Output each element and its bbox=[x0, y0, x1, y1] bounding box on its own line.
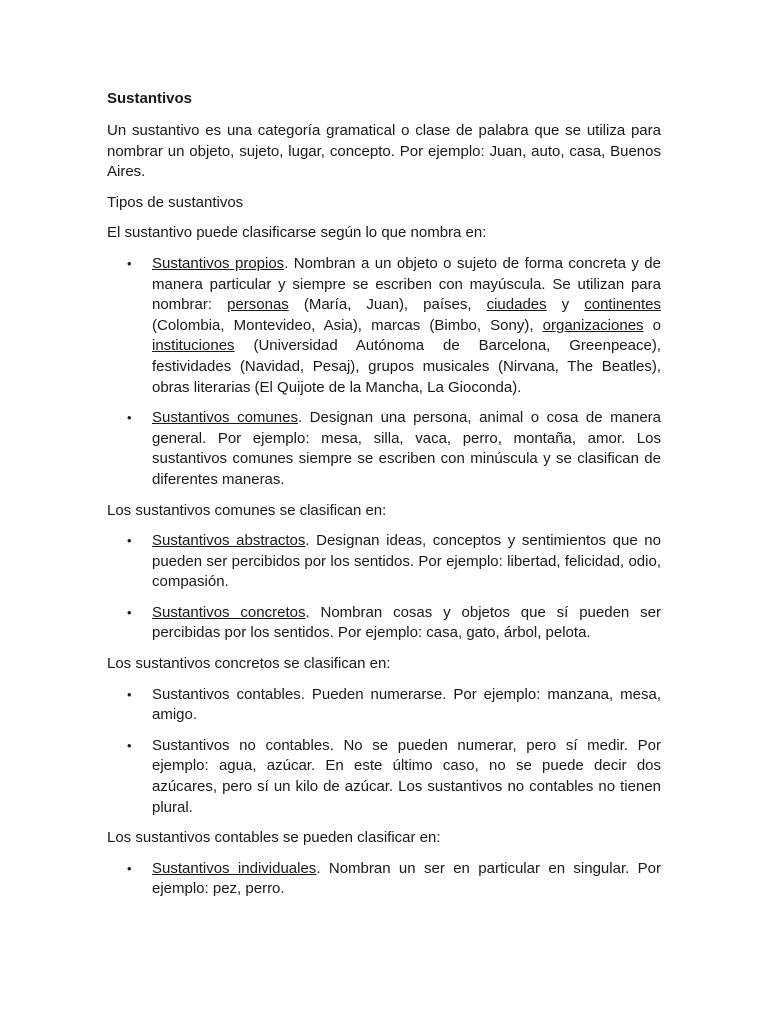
contables-types-list bbox=[107, 859, 661, 900]
link-sustantivos-concretos[interactable]: Sustantivos concretos bbox=[152, 603, 306, 621]
link-sustantivos-abstractos[interactable]: Sustantivos abstractos bbox=[152, 532, 306, 550]
link-organizaciones[interactable]: organizaciones bbox=[542, 316, 644, 334]
list-item-individuales bbox=[107, 859, 661, 900]
link-sustantivos-individuales[interactable]: Sustantivos individuales bbox=[152, 859, 317, 877]
list-item-comunes bbox=[107, 408, 661, 490]
contables-text: Sustantivos contables. Pueden numerarse. Por ejemplo: manzana, mesa, amigo. bbox=[152, 685, 661, 724]
link-personas[interactable]: personas bbox=[227, 296, 289, 314]
bullet-icon: • bbox=[127, 410, 132, 426]
concretos-types-list bbox=[107, 685, 661, 819]
comunes-heading: Los sustantivos comunes se clasifican en: bbox=[107, 501, 387, 519]
bullet-icon: • bbox=[127, 860, 132, 876]
concretos-text: . Nombran cosas y objetos que sí pueden ser percibidas por los sentidos. Por ejemplo: casa, gato, árbol, pelota. bbox=[152, 603, 661, 642]
classify-intro: El sustantivo puede clasificarse según lo que nombra en: bbox=[107, 224, 487, 242]
intro-paragraph: Un sustantivo es una categoría gramatical o clase de palabra que se utiliza para nombrar un objeto, sujeto, lugar, concepto. Por ejemplo: Juan, auto, casa, Buenos Aires. bbox=[107, 122, 661, 181]
propios-text-6: (Universidad Autónoma de Barcelona, Greenpeace), festividades (Navidad, Pesaj), grupos musicales (Nirvana, The Beatles), obras literarias (El Quijote de la Mancha, La Gioconda). bbox=[152, 337, 661, 396]
bullet-icon: • bbox=[127, 604, 132, 620]
link-sustantivos-propios[interactable]: Sustantivos propios bbox=[152, 254, 285, 272]
types-heading: Tipos de sustantivos bbox=[107, 193, 244, 211]
link-ciudades[interactable]: ciudades bbox=[486, 296, 547, 314]
list-item-propios bbox=[107, 254, 661, 398]
propios-text-4: (Colombia, Montevideo, Asia), marcas (Bimbo, Sony), bbox=[152, 316, 543, 334]
link-sustantivos-comunes[interactable]: Sustantivos comunes bbox=[152, 409, 298, 427]
bullet-icon: • bbox=[127, 533, 132, 549]
comunes-types-list bbox=[107, 531, 661, 644]
no-contables-text: Sustantivos no contables. No se pueden numerar, pero sí medir. Por ejemplo: agua, azúcar. En este último caso, no se puede decir dos azúcares, pero sí un kilo de azúcar. Los sustantivos no contables no tienen plural. bbox=[152, 736, 661, 816]
list-item-abstractos bbox=[107, 531, 661, 593]
main-types-list bbox=[107, 254, 661, 491]
list-item-concretos bbox=[107, 603, 661, 644]
document-title: Sustantivos bbox=[107, 90, 193, 107]
concretos-heading: Los sustantivos concretos se clasifican en: bbox=[107, 655, 391, 673]
list-item-no-contables bbox=[107, 736, 661, 818]
contables-heading: Los sustantivos contables se pueden clasificar en: bbox=[107, 829, 441, 847]
bullet-icon: • bbox=[127, 686, 132, 702]
list-item-contables bbox=[107, 685, 661, 726]
individuales-text: . Nombran un ser en particular en singular. Por ejemplo: pez, perro. bbox=[152, 859, 662, 898]
bullet-icon: • bbox=[127, 255, 132, 271]
link-continentes[interactable]: continentes bbox=[584, 296, 661, 314]
propios-text-5: o bbox=[643, 316, 662, 334]
link-instituciones[interactable]: instituciones bbox=[152, 337, 235, 355]
propios-text-3: y bbox=[546, 296, 585, 314]
comunes-text: . Designan una persona, animal o cosa de manera general. Por ejemplo: mesa, silla, vaca, perro, montaña, amor. Los sustantivos comunes siempre se escriben con minúscula y se clasifican de diferentes maneras. bbox=[152, 409, 661, 488]
abstractos-text: . Designan ideas, conceptos y sentimientos que no pueden ser percibidos por los sentidos. Por ejemplo: libertad, felicidad, odio, compasión. bbox=[152, 532, 661, 591]
propios-text-1: . Nombran a un objeto o sujeto de forma concreta y de manera particular y siempre se escriben con mayúscula. Se utilizan para nombrar: bbox=[152, 254, 661, 314]
bullet-icon: • bbox=[127, 737, 132, 753]
document-page bbox=[107, 89, 661, 910]
propios-text-2: (María, Juan), países, bbox=[288, 296, 487, 314]
